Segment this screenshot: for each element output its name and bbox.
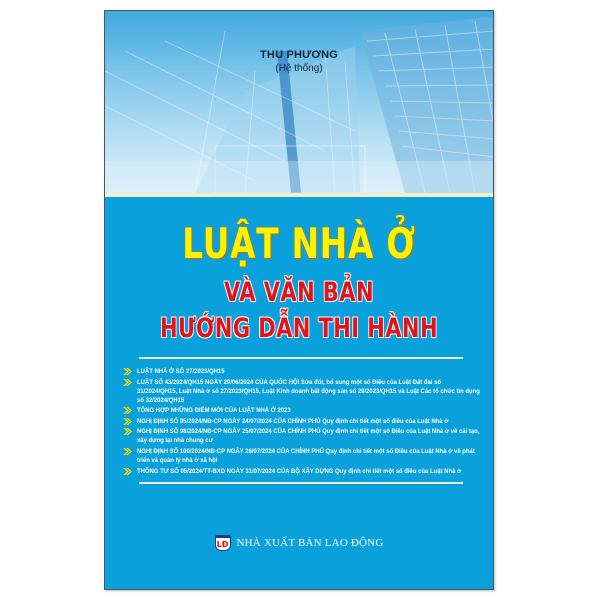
contents-item: TỔNG HỢP NHỮNG ĐIỂM MỚI CỦA LUẬT NHÀ Ở 2023 xyxy=(123,406,483,415)
photo-divider-strip xyxy=(105,193,493,197)
double-chevron-bullet-icon xyxy=(123,418,132,425)
book-cover xyxy=(104,10,494,590)
contents-item: THÔNG TƯ SỐ 05/2024/TT-BXD NGÀY 31/07/2024 CỦA BỘ XÂY DỰNG Quy định chi tiết một số điều của Luật Nhà ở xyxy=(123,467,483,476)
contents-item: NGHỊ ĐỊNH SỐ 98/2024/NĐ-CP NGÀY 25/07/2024 CỦA CHÍNH PHỦ Quy định chi tiết một số Điều của Luật Nhà ở về cải tạo, xây dựng lại nhà chung cư xyxy=(123,427,483,445)
skyscraper-photo xyxy=(105,11,493,193)
publisher-name: NHÀ XUẤT BẢN LAO ĐỘNG xyxy=(236,537,384,549)
book-subtitle-line-2: HƯỚNG DẪN THI HÀNH xyxy=(160,313,438,344)
contents-item: LUẬT NHÀ Ở SỐ 27/2023/QH15 xyxy=(123,367,483,376)
double-chevron-bullet-icon xyxy=(123,368,132,375)
contents-top-divider xyxy=(139,357,463,359)
contents-list xyxy=(123,367,483,477)
book-title: LUẬT NHÀ Ở xyxy=(182,219,416,268)
publisher-logo-icon: LĐ xyxy=(215,535,231,551)
double-chevron-bullet-icon xyxy=(123,428,132,435)
book-subtitle-line-1: VÀ VĂN BẢN xyxy=(224,277,374,308)
contents-item: NGHỊ ĐỊNH SỐ 100/2024/NĐ-CP NGÀY 26/07/2024 CỦA CHÍNH PHỦ Quy định chi tiết một số Điều của Luật Nhà ở về phát triển và quản lý nhà ở xã hội xyxy=(123,447,483,465)
double-chevron-bullet-icon xyxy=(123,468,132,475)
title-block xyxy=(105,221,493,347)
author-block xyxy=(105,49,493,74)
contents-item: NGHỊ ĐỊNH SỐ 95/2024/NĐ-CP NGÀY 24/07/2024 CỦA CHÍNH PHỦ Quy định chi tiết một số điều của Luật Nhà ở xyxy=(123,417,483,426)
author-note: (Hệ thống) xyxy=(275,63,323,74)
double-chevron-bullet-icon xyxy=(123,379,132,386)
contents-item: LUẬT SỐ 43/2024/QH15 NGÀY 29/06/2024 CỦA QUỐC HỘI Sửa đổi, bổ sung một số Điều của Luật Đất đai số 31/2024/QH15, Luật Nhà ở số 27/2023/QH15, Luật Kinh doanh bất động sản số 29/2023/QH15 và Luật Các tổ chức tín dụng số 32/2024/QH15 xyxy=(123,378,483,405)
author-name: THU PHƯƠNG xyxy=(260,49,338,61)
double-chevron-bullet-icon xyxy=(123,448,132,455)
double-chevron-bullet-icon xyxy=(123,407,132,414)
publisher-block xyxy=(105,535,493,551)
contents-bottom-divider xyxy=(139,482,463,484)
